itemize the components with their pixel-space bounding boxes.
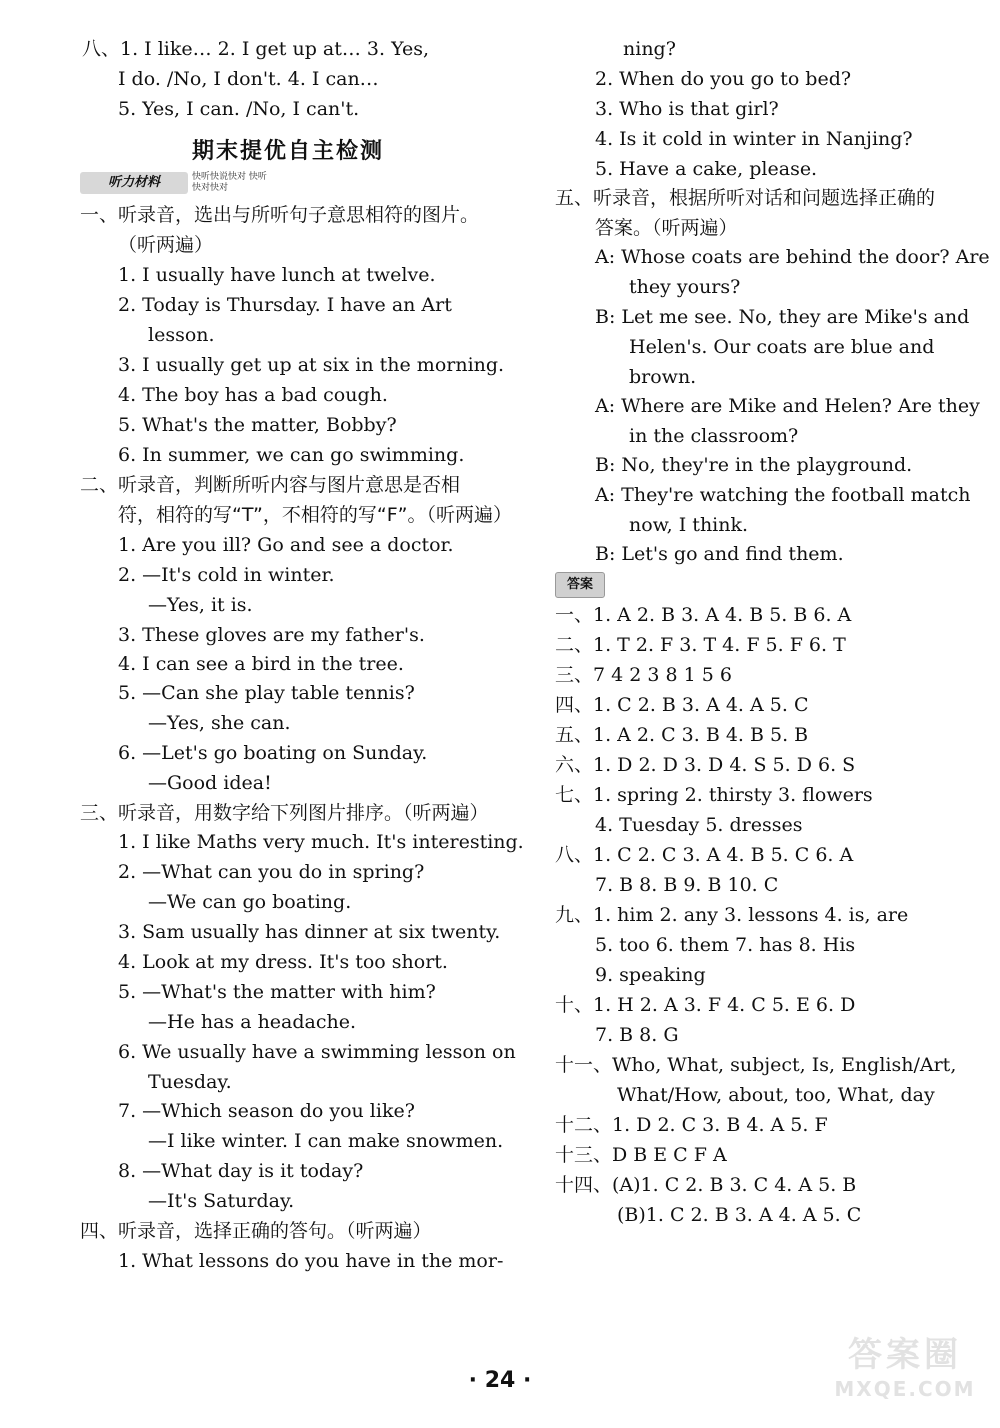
listening-line: 3. I usually get up at six in the morning. bbox=[118, 354, 505, 376]
listening-line: 4. I can see a bird in the tree. bbox=[118, 653, 404, 675]
listening-line: 4. Look at my dress. It's too short. bbox=[118, 951, 448, 973]
section-2-heading: 二、听录音，判断所听内容与图片意思是否相 bbox=[80, 474, 461, 496]
listening-line: 1. Are you ill? Go and see a doctor. bbox=[118, 534, 454, 556]
listening-line: 4. The boy has a bad cough. bbox=[118, 384, 388, 406]
listening-line: 6. In summer, we can go swimming. bbox=[118, 444, 465, 466]
listening-line: Tuesday. bbox=[148, 1071, 232, 1093]
listening-line: 5. Have a cake, please. bbox=[595, 158, 818, 180]
listening-material-tag: 听力材料 bbox=[80, 172, 188, 194]
answer-line: 八、1. C 2. C 3. A 4. B 5. C 6. A bbox=[555, 844, 854, 866]
answer-line: 9. speaking bbox=[595, 964, 706, 986]
dialogue-line: B: Let me see. No, they are Mike's and bbox=[595, 306, 970, 328]
listening-line: lesson. bbox=[148, 324, 215, 346]
answer-line: 十、1. H 2. A 3. F 4. C 5. E 6. D bbox=[555, 994, 856, 1016]
section-3-heading: 三、听录音，用数字给下列图片排序。（听两遍） bbox=[80, 802, 489, 824]
answer-line: 九、1. him 2. any 3. lessons 4. is, are bbox=[555, 904, 909, 926]
listening-line: —I like winter. I can make snowmen. bbox=[148, 1130, 504, 1152]
dialogue-line: A: Whose coats are behind the door? Are bbox=[595, 246, 990, 268]
answer-line: 五、1. A 2. C 3. B 4. B 5. B bbox=[555, 724, 809, 746]
answer-line: 十二、1. D 2. C 3. B 4. A 5. F bbox=[555, 1114, 828, 1136]
listening-tag-note: 快听快说快对 快听快对快对 bbox=[192, 172, 267, 193]
listening-line: 1. What lessons do you have in the mor- bbox=[118, 1250, 504, 1272]
listening-line: —Yes, she can. bbox=[148, 712, 291, 734]
answer-line: 十三、D B E C F A bbox=[555, 1144, 727, 1166]
answer-line: 7. B 8. B 9. B 10. C bbox=[595, 874, 779, 896]
listening-line: ning? bbox=[623, 38, 676, 60]
top-answer-line-1: 八、1. I like… 2. I get up at… 3. Yes, bbox=[82, 38, 429, 60]
answer-line: 六、1. D 2. D 3. D 4. S 5. D 6. S bbox=[555, 754, 856, 776]
answer-line: 十一、Who, What, subject, Is, English/Art, bbox=[555, 1054, 957, 1076]
answer-tag: 答案 bbox=[555, 572, 605, 598]
listening-line: 1. I usually have lunch at twelve. bbox=[118, 264, 436, 286]
answer-line: 十四、(A)1. C 2. B 3. C 4. A 5. B bbox=[555, 1174, 857, 1196]
listening-line: —Yes, it is. bbox=[148, 594, 253, 616]
section-1-heading: 一、听录音，选出与所听句子意思相符的图片。 bbox=[80, 204, 480, 226]
answer-line: What/How, about, too, What, day bbox=[617, 1084, 935, 1106]
listening-line: 4. Is it cold in winter in Nanjing? bbox=[595, 128, 913, 150]
listening-line: 3. These gloves are my father's. bbox=[118, 624, 425, 646]
top-answer-line-2: I do. /No, I don't. 4. I can… bbox=[118, 68, 379, 90]
site-watermark bbox=[820, 1334, 990, 1414]
answer-line: 四、1. C 2. B 3. A 4. A 5. C bbox=[555, 694, 809, 716]
listening-line: 6. —Let's go boating on Sunday. bbox=[118, 742, 428, 764]
page-number: · 24 · bbox=[468, 1368, 532, 1393]
watermark-sub: MXQE.COM bbox=[834, 1377, 976, 1401]
listening-line: 2. —It's cold in winter. bbox=[118, 564, 335, 586]
listening-line: 3. Sam usually has dinner at six twenty. bbox=[118, 921, 501, 943]
listening-line: 3. Who is that girl? bbox=[595, 98, 779, 120]
watermark-main: 答案圈 bbox=[848, 1335, 962, 1375]
answer-line: 7. B 8. G bbox=[595, 1024, 679, 1046]
exam-title: 期末提优自主检测 bbox=[192, 139, 385, 164]
section-1-heading-cont: （听两遍） bbox=[118, 234, 214, 256]
listening-line: 2. Today is Thursday. I have an Art bbox=[118, 294, 452, 316]
dialogue-line: B: No, they're in the playground. bbox=[595, 454, 913, 476]
listening-line: 5. —What's the matter with him? bbox=[118, 981, 436, 1003]
listening-line: 8. —What day is it today? bbox=[118, 1160, 364, 1182]
listening-line: —He has a headache. bbox=[148, 1011, 357, 1033]
listening-line: —It's Saturday. bbox=[148, 1190, 295, 1212]
answer-line: 二、1. T 2. F 3. T 4. F 5. F 6. T bbox=[555, 634, 846, 656]
answer-line: 4. Tuesday 5. dresses bbox=[595, 814, 803, 836]
listening-line: 7. —Which season do you like? bbox=[118, 1100, 415, 1122]
dialogue-line: brown. bbox=[629, 366, 697, 388]
answer-line: (B)1. C 2. B 3. A 4. A 5. C bbox=[617, 1204, 862, 1226]
section-5-heading: 五、听录音，根据所听对话和问题选择正确的 bbox=[555, 187, 936, 209]
section-2-heading-cont: 符，相符的写“T”，不相符的写“F”。（听两遍） bbox=[118, 504, 512, 526]
answer-line: 七、1. spring 2. thirsty 3. flowers bbox=[555, 784, 873, 806]
listening-line: —We can go boating. bbox=[148, 891, 352, 913]
dialogue-line: A: They're watching the football match bbox=[595, 484, 971, 506]
section-5-heading-cont: 答案。（听两遍） bbox=[595, 217, 738, 239]
dialogue-line: in the classroom? bbox=[629, 425, 799, 447]
listening-line: 6. We usually have a swimming lesson on bbox=[118, 1041, 516, 1063]
dialogue-line: now, I think. bbox=[629, 514, 749, 536]
answer-line: 三、7 4 2 3 8 1 5 6 bbox=[555, 664, 732, 686]
dialogue-line: Helen's. Our coats are blue and bbox=[629, 336, 935, 358]
answer-line: 一、1. A 2. B 3. A 4. B 5. B 6. A bbox=[555, 604, 852, 626]
answer-line: 5. too 6. them 7. has 8. His bbox=[595, 934, 856, 956]
listening-line: 5. What's the matter, Bobby? bbox=[118, 414, 397, 436]
listening-line: 2. When do you go to bed? bbox=[595, 68, 852, 90]
dialogue-line: A: Where are Mike and Helen? Are they bbox=[595, 395, 980, 417]
top-answer-line-3: 5. Yes, I can. /No, I can't. bbox=[118, 98, 360, 120]
dialogue-line: they yours? bbox=[629, 276, 741, 298]
section-4-heading: 四、听录音，选择正确的答句。（听两遍） bbox=[80, 1220, 432, 1242]
listening-line: 5. —Can she play table tennis? bbox=[118, 682, 415, 704]
listening-line: 1. I like Maths very much. It's interesting. bbox=[118, 831, 524, 853]
listening-line: —Good idea! bbox=[148, 772, 272, 794]
dialogue-line: B: Let's go and find them. bbox=[595, 543, 844, 565]
listening-line: 2. —What can you do in spring? bbox=[118, 861, 425, 883]
